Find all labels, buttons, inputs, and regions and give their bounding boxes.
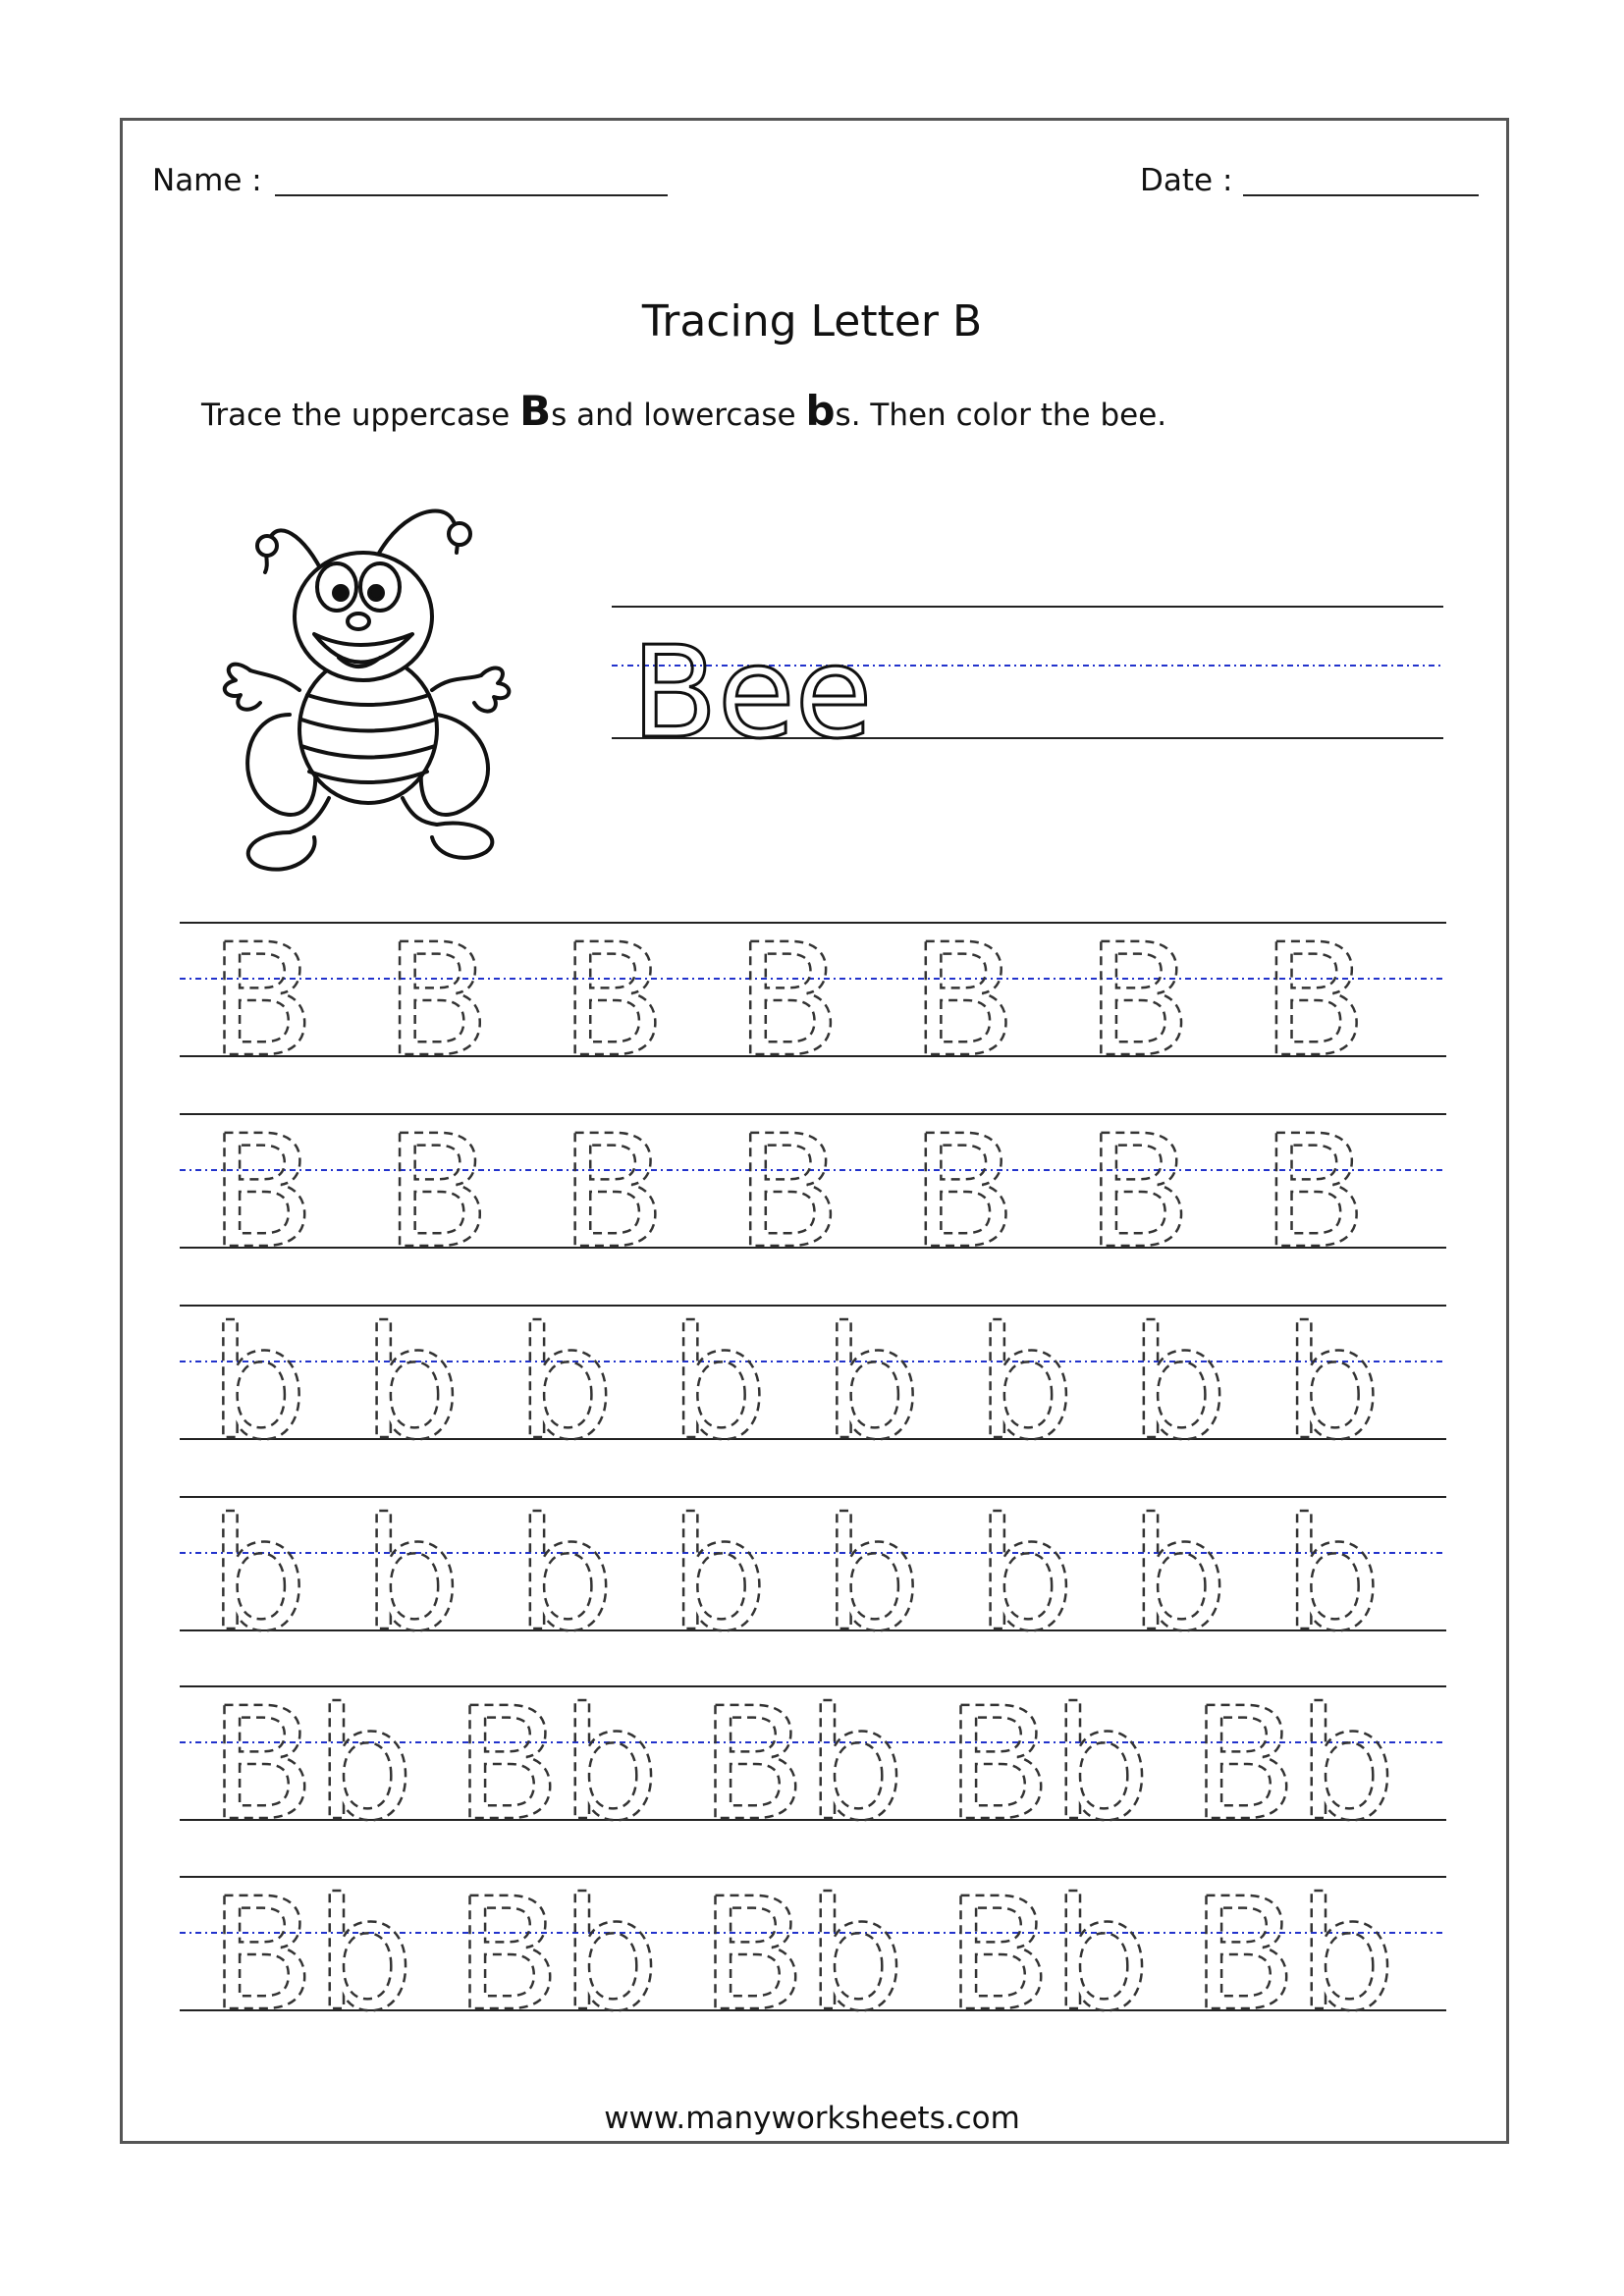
trace-letter: B — [1261, 1102, 1368, 1283]
trace-letter: B — [209, 1102, 316, 1283]
instruction-upper-letter: B — [519, 387, 552, 435]
trace-letter: B — [1085, 911, 1193, 1092]
instruction-lower-letter: b — [805, 387, 836, 435]
instruction-part3: s. Then color the bee. — [835, 398, 1167, 433]
trace-letter: b — [1129, 1294, 1228, 1474]
trace-letter: B — [1261, 911, 1368, 1092]
trace-letter: Bb — [1191, 1675, 1396, 1855]
trace-letter: b — [209, 1294, 308, 1474]
trace-letter: b — [362, 1294, 461, 1474]
trace-letter: b — [515, 1294, 615, 1474]
trace-letter: B — [734, 911, 842, 1092]
trace-letter: B — [910, 1102, 1017, 1283]
name-label: Name : — [152, 163, 262, 198]
trace-letter: b — [1282, 1294, 1382, 1474]
trace-letter: Bb — [700, 1865, 905, 2046]
trace-letter: B — [209, 911, 316, 1092]
trace-letter: Bb — [946, 1675, 1151, 1855]
instruction-part2: s and lowercase — [551, 398, 806, 433]
footer-url: www.manyworksheets.com — [604, 2101, 1020, 2136]
trace-letter: B — [384, 1102, 491, 1283]
trace-letter: b — [209, 1485, 308, 1666]
trace-letter: Bb — [1191, 1865, 1396, 2046]
trace-letter: B — [910, 911, 1017, 1092]
trace-letter: B — [384, 911, 491, 1092]
trace-letter: b — [669, 1294, 769, 1474]
trace-letter: B — [734, 1102, 842, 1283]
worksheet-title: Tracing Letter B — [641, 296, 983, 347]
trace-letter: Bb — [455, 1675, 660, 1855]
trace-letter: b — [823, 1294, 922, 1474]
trace-letter: Bb — [946, 1865, 1151, 2046]
trace-letter: B — [560, 1102, 667, 1283]
trace-letter: b — [669, 1485, 769, 1666]
trace-letter: b — [515, 1485, 615, 1666]
trace-letter: B — [1085, 1102, 1193, 1283]
trace-letter: b — [1129, 1485, 1228, 1666]
trace-letter: Bb — [209, 1865, 414, 2046]
trace-letter: b — [1282, 1485, 1382, 1666]
trace-letter: b — [362, 1485, 461, 1666]
trace-letter: B — [560, 911, 667, 1092]
instruction-part1: Trace the uppercase — [201, 398, 520, 433]
trace-letter: b — [976, 1485, 1075, 1666]
trace-letter: Bb — [455, 1865, 660, 2046]
example-word: Bee — [631, 620, 873, 767]
trace-letter: b — [823, 1485, 922, 1666]
trace-letter: Bb — [700, 1675, 905, 1855]
trace-letter: Bb — [209, 1675, 414, 1855]
date-label: Date : — [1140, 163, 1233, 198]
trace-letter: b — [976, 1294, 1075, 1474]
